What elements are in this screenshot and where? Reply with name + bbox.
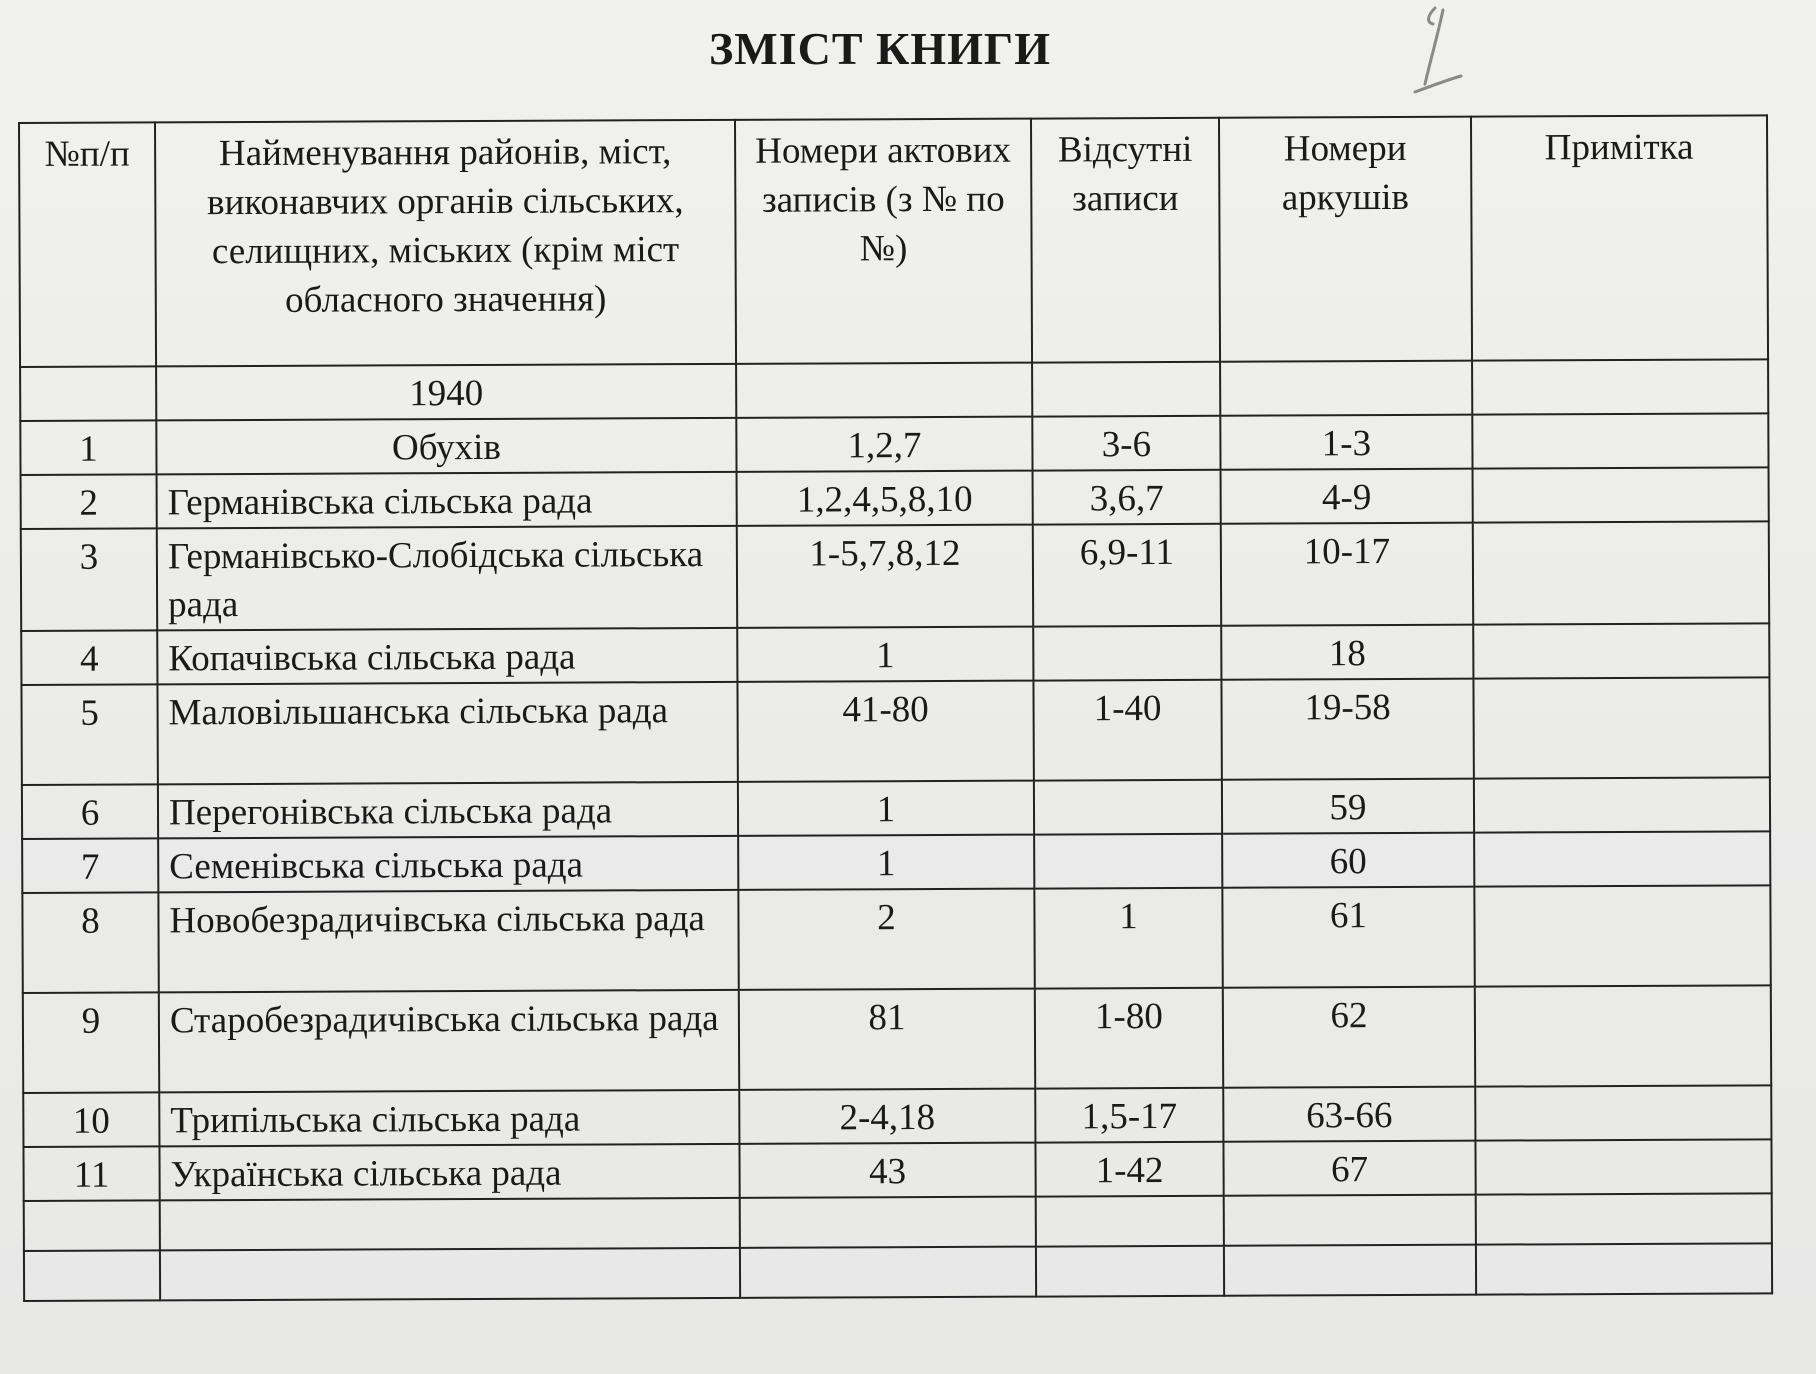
row-note <box>1473 467 1769 522</box>
table-row <box>20 413 1768 475</box>
row-name: Германівсько-Слобідська сільська рада <box>157 526 737 631</box>
row-sheets: 63-66 <box>1223 1087 1475 1142</box>
row-name: Маловільшанська сільська рада <box>157 682 737 785</box>
header-missing: Відсутні записи <box>1031 118 1220 363</box>
row-note <box>1474 831 1770 886</box>
row-missing <box>1034 834 1222 889</box>
table-row <box>21 521 1769 631</box>
handwritten-page-number <box>1395 0 1475 100</box>
year-row-num <box>20 366 156 421</box>
row-sheets: 60 <box>1222 833 1474 888</box>
contents-table <box>18 114 1773 1302</box>
row-num: 5 <box>21 684 157 785</box>
empty-cell <box>1476 1243 1772 1294</box>
table-row <box>23 1085 1771 1147</box>
row-missing: 3-6 <box>1032 416 1220 471</box>
table-header-row <box>19 115 1768 367</box>
header-num: №п/п <box>19 122 156 367</box>
row-note <box>1475 985 1771 1086</box>
row-name: Трипільська сільська рада <box>159 1090 739 1147</box>
table-row <box>21 467 1769 529</box>
row-records: 1-5,7,8,12 <box>737 525 1033 628</box>
row-name: Копачівська сільська рада <box>157 628 737 685</box>
row-num: 3 <box>21 528 157 631</box>
row-missing: 1-80 <box>1035 988 1223 1089</box>
row-num: 4 <box>21 630 157 685</box>
row-note <box>1472 413 1768 468</box>
row-records: 43 <box>739 1143 1035 1198</box>
row-missing: 3,6,7 <box>1033 470 1221 525</box>
empty-cell <box>740 1197 1036 1248</box>
row-missing: 1,5-17 <box>1035 1088 1223 1143</box>
empty-cell <box>160 1248 740 1301</box>
row-num: 11 <box>23 1146 159 1201</box>
row-records: 1,2,4,5,8,10 <box>737 471 1033 526</box>
row-records: 1 <box>738 781 1034 836</box>
empty-cell <box>24 1200 160 1251</box>
row-records: 41-80 <box>737 681 1033 782</box>
row-missing: 6,9-11 <box>1033 524 1221 627</box>
empty-cell <box>160 1198 740 1251</box>
row-sheets: 62 <box>1223 987 1475 1088</box>
empty-row <box>24 1193 1772 1251</box>
table-row <box>23 985 1771 1093</box>
year-label: 1940 <box>156 364 736 421</box>
row-num: 9 <box>23 992 159 1093</box>
row-num: 2 <box>21 474 157 529</box>
empty-cell <box>1224 1195 1476 1246</box>
empty-cell <box>24 1250 160 1301</box>
row-name: Українська сільська рада <box>159 1144 739 1201</box>
table-row <box>22 831 1770 893</box>
row-name: Новобезрадичівська сільська рада <box>158 890 738 993</box>
empty-cell <box>1224 1245 1476 1296</box>
row-records: 81 <box>739 989 1035 1090</box>
year-row-records <box>736 363 1032 418</box>
row-num: 8 <box>22 892 158 993</box>
row-records: 1 <box>738 835 1034 890</box>
row-records: 1,2,7 <box>736 417 1032 472</box>
year-row-note <box>1472 359 1768 414</box>
row-note <box>1473 677 1769 778</box>
year-row <box>20 359 1768 421</box>
row-missing: 1 <box>1034 888 1222 989</box>
empty-cell <box>1476 1193 1772 1244</box>
row-sheets: 4-9 <box>1221 469 1473 524</box>
row-num: 10 <box>23 1092 159 1147</box>
row-sheets: 10-17 <box>1221 523 1473 626</box>
table-row <box>21 623 1769 685</box>
year-row-missing <box>1032 362 1220 417</box>
table-row <box>21 677 1769 785</box>
year-row-sheets <box>1220 361 1472 416</box>
row-name: Обухів <box>156 418 736 475</box>
row-num: 6 <box>22 784 158 839</box>
row-missing <box>1034 780 1222 835</box>
row-missing: 1-42 <box>1035 1142 1223 1197</box>
row-name: Перегонівська сільська рада <box>158 782 738 839</box>
row-note <box>1473 623 1769 678</box>
row-note <box>1474 777 1770 832</box>
row-num: 1 <box>20 420 156 475</box>
row-sheets: 59 <box>1222 779 1474 834</box>
empty-row <box>24 1243 1772 1301</box>
header-name: Найменування районів, міст, виконавчих органів сільських, селищних, міських (крім міст обласного значення) <box>155 120 736 367</box>
row-note <box>1475 1085 1771 1140</box>
document-title: ЗМІСТ КНИГИ <box>709 23 1051 74</box>
row-sheets: 1-3 <box>1220 415 1472 470</box>
row-note <box>1474 885 1770 986</box>
row-missing <box>1033 626 1221 681</box>
empty-cell <box>740 1247 1036 1298</box>
table-row <box>22 885 1770 993</box>
table-row <box>22 777 1770 839</box>
row-sheets: 67 <box>1223 1141 1475 1196</box>
row-sheets: 19-58 <box>1221 679 1473 780</box>
row-name: Германівська сільська рада <box>157 472 737 529</box>
row-num: 7 <box>22 838 158 893</box>
row-records: 1 <box>737 627 1033 682</box>
row-name: Семенівська сільська рада <box>158 836 738 893</box>
empty-cell <box>1036 1246 1224 1297</box>
row-name: Старобезрадичівська сільська рада <box>159 990 739 1093</box>
header-records: Номери актових записів (з № по №) <box>735 119 1032 364</box>
row-records: 2 <box>738 889 1034 990</box>
table-row <box>23 1139 1771 1201</box>
empty-cell <box>1036 1196 1224 1247</box>
row-note <box>1473 521 1769 624</box>
row-missing: 1-40 <box>1033 680 1221 781</box>
row-note <box>1475 1139 1771 1194</box>
row-sheets: 18 <box>1221 625 1473 680</box>
row-records: 2-4,18 <box>739 1089 1035 1144</box>
row-sheets: 61 <box>1222 887 1474 988</box>
header-note: Примітка <box>1471 115 1768 360</box>
header-sheets: Номери аркушів <box>1219 117 1472 362</box>
